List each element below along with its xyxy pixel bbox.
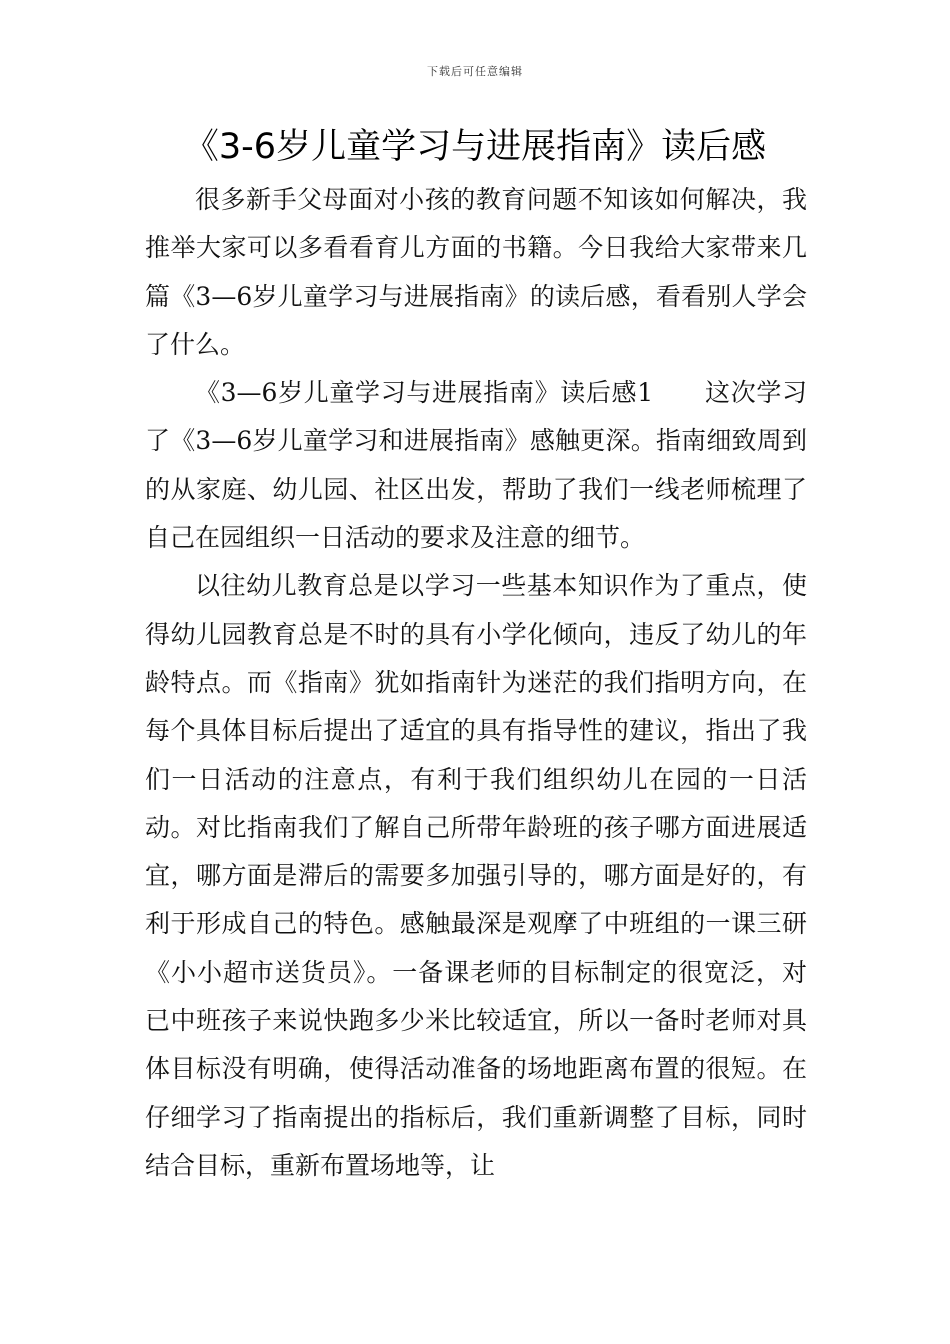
document-title: 《3-6岁儿童学习与进展指南》读后感 <box>183 127 767 167</box>
document-body <box>145 176 807 1190</box>
paragraph-review-1: 《3—6岁儿童学习与进展指南》读后感1 这次学习了《3—6岁儿童学习和进展指南》感触更深。指南细致周到的从家庭、幼儿园、社区出发，帮助了我们一线老师梳理了自己在园组织一日活动的要求及注意的细节。 <box>145 378 807 553</box>
header-note: 下载后可任意编辑 <box>427 65 523 78</box>
paragraph-review-2: 以往幼儿教育总是以学习一些基本知识作为了重点，使得幼儿园教育总是不时的具有小学化倾向，违反了幼儿的年龄特点。而《指南》犹如指南针为迷茫的我们指明方向，在每个具体目标后提出了适宜的具有指导性的建议，指出了我们一日活动的注意点，有利于我们组织幼儿在园的一日活动。对比指南我们了解自己所带年龄班的孩子哪方面进展适宜，哪方面是滞后的需要多加强引导的，哪方面是好的，有利于形成自己的特色。感触最深是观摩了中班组的一课三研《小小超市送货员》。一备课老师的目标制定的很宽泛，对已中班孩子来说快跑多少米比较适宜，所以一备时老师对具体目标没有明确，使得活动准备的场地距离布置的很短。在仔细学习了指南提出的指标后，我们重新调整了目标，同时结合目标，重新布置场地等，让 <box>145 571 807 1180</box>
paragraph-intro: 很多新手父母面对小孩的教育问题不知该如何解决，我推举大家可以多看看育儿方面的书籍。今日我给大家带来几篇《3—6岁儿童学习与进展指南》的读后感，看看别人学会了什么。 <box>145 185 807 359</box>
